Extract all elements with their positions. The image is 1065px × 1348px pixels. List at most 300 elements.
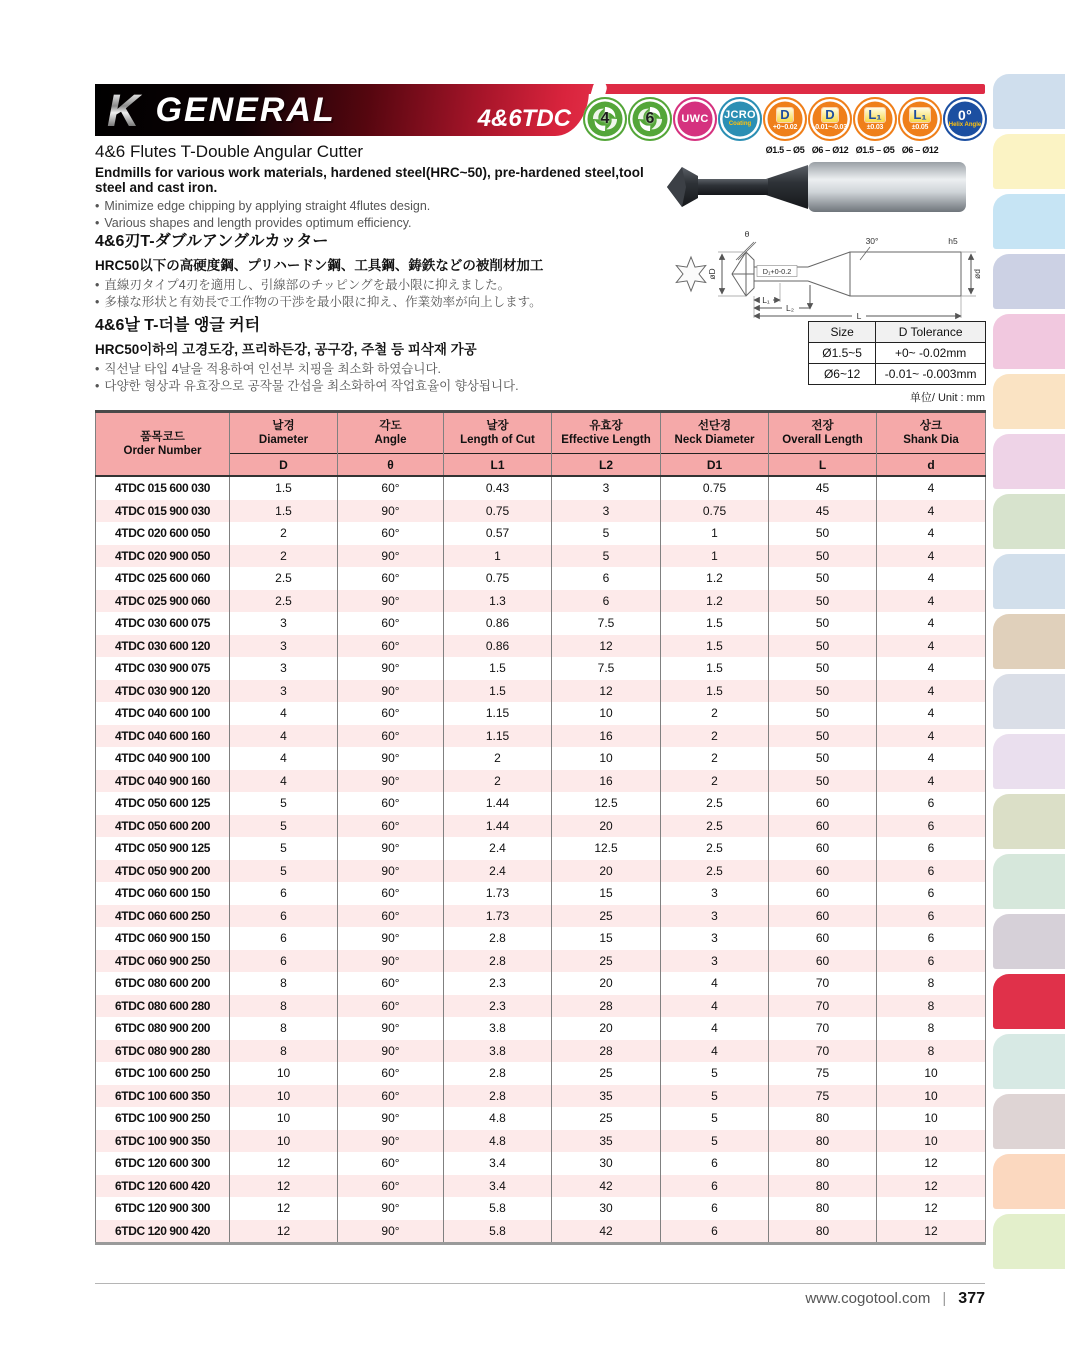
tool-diagram bbox=[658, 156, 988, 320]
value-cell: 1.2 bbox=[661, 590, 769, 613]
value-cell: 0.75 bbox=[444, 500, 552, 523]
size-tolerance-table bbox=[808, 321, 986, 385]
col-header-angle: 각도 Angle bbox=[338, 412, 444, 454]
product-title-en: 4&6 Flutes T-Double Angular Cutter bbox=[95, 142, 364, 161]
value-cell: 3 bbox=[661, 927, 769, 950]
value-cell: 3 bbox=[230, 680, 338, 703]
value-cell: 60° bbox=[338, 725, 444, 748]
value-cell: 4 bbox=[661, 972, 769, 995]
value-cell: 2.4 bbox=[444, 837, 552, 860]
value-cell: 6 bbox=[661, 1197, 769, 1220]
side-tab-17[interactable] bbox=[993, 1034, 1065, 1089]
value-cell: 10 bbox=[877, 1130, 986, 1153]
value-cell: 20 bbox=[552, 972, 661, 995]
value-cell: 60° bbox=[338, 702, 444, 725]
value-cell: 4 bbox=[877, 612, 986, 635]
value-cell: 0.86 bbox=[444, 635, 552, 658]
value-cell: 90° bbox=[338, 860, 444, 883]
value-cell: 25 bbox=[552, 950, 661, 973]
value-cell: 1.44 bbox=[444, 815, 552, 838]
value-cell: 1.5 bbox=[230, 500, 338, 523]
col-symbol-d1: D1 bbox=[661, 454, 769, 477]
order-number-cell: 4TDC 040 900 160 bbox=[96, 770, 230, 793]
value-cell: 4 bbox=[230, 702, 338, 725]
table-row bbox=[96, 657, 986, 680]
value-cell: 6 bbox=[552, 590, 661, 613]
value-cell: 1.73 bbox=[444, 882, 552, 905]
value-cell: 1.5 bbox=[230, 476, 338, 500]
value-cell: 4 bbox=[230, 770, 338, 793]
value-cell: 20 bbox=[552, 1017, 661, 1040]
order-number-cell: 6TDC 080 900 280 bbox=[96, 1040, 230, 1063]
value-cell: 10 bbox=[230, 1130, 338, 1153]
value-cell: 50 bbox=[769, 725, 877, 748]
value-cell: 60 bbox=[769, 950, 877, 973]
value-cell: 3 bbox=[230, 635, 338, 658]
dim-label-theta: θ bbox=[744, 229, 750, 239]
table-row bbox=[96, 792, 986, 815]
value-cell: 60° bbox=[338, 792, 444, 815]
order-number-cell: 6TDC 100 900 350 bbox=[96, 1130, 230, 1153]
unit-note: 单位/ Unit : mm bbox=[909, 392, 985, 404]
value-cell: 60° bbox=[338, 567, 444, 590]
value-cell: 2.8 bbox=[444, 950, 552, 973]
value-cell: 6 bbox=[230, 927, 338, 950]
value-cell: 50 bbox=[769, 702, 877, 725]
value-cell: 60° bbox=[338, 1152, 444, 1175]
value-cell: 12 bbox=[230, 1197, 338, 1220]
value-cell: 90° bbox=[338, 747, 444, 770]
badge-tolerance-L₁ bbox=[898, 97, 942, 155]
value-cell: 3.4 bbox=[444, 1175, 552, 1198]
side-tab-6[interactable] bbox=[993, 374, 1065, 429]
value-cell: 12.5 bbox=[552, 837, 661, 860]
value-cell: 20 bbox=[552, 860, 661, 883]
dim-label-l1: L₁ bbox=[762, 295, 770, 305]
order-number-cell: 6TDC 120 600 300 bbox=[96, 1152, 230, 1175]
value-cell: 60° bbox=[338, 1175, 444, 1198]
dim-label-neck: D₁+0-0.2 bbox=[762, 267, 792, 276]
value-cell: 2.8 bbox=[444, 1062, 552, 1085]
value-cell: 5 bbox=[230, 837, 338, 860]
value-cell: 50 bbox=[769, 747, 877, 770]
order-number-cell: 4TDC 060 600 150 bbox=[96, 882, 230, 905]
value-cell: 1 bbox=[661, 545, 769, 568]
table-row bbox=[96, 500, 986, 523]
col-header-order-number: 품목코드 Order Number bbox=[96, 412, 230, 477]
side-tab-11[interactable] bbox=[993, 674, 1065, 729]
value-cell: 15 bbox=[552, 882, 661, 905]
value-cell: 6 bbox=[661, 1152, 769, 1175]
value-cell: 4 bbox=[230, 747, 338, 770]
table-row bbox=[96, 972, 986, 995]
table-row bbox=[96, 770, 986, 793]
value-cell: 4 bbox=[661, 1040, 769, 1063]
side-tab-8[interactable] bbox=[993, 494, 1065, 549]
table-row bbox=[96, 545, 986, 568]
value-cell: 2 bbox=[661, 725, 769, 748]
value-cell: 2.3 bbox=[444, 972, 552, 995]
table-row bbox=[96, 995, 986, 1018]
value-cell: 75 bbox=[769, 1062, 877, 1085]
product-code: 4&6TDC bbox=[477, 105, 571, 132]
value-cell: 90° bbox=[338, 590, 444, 613]
value-cell: 16 bbox=[552, 725, 661, 748]
value-cell: 50 bbox=[769, 612, 877, 635]
table-row bbox=[96, 1130, 986, 1153]
value-cell: 8 bbox=[230, 972, 338, 995]
spec-table bbox=[95, 410, 986, 1245]
col-header-neck-diameter: 선단경 Neck Diameter bbox=[661, 412, 769, 454]
table-row bbox=[96, 1175, 986, 1198]
value-cell: 6 bbox=[230, 882, 338, 905]
value-cell: 7.5 bbox=[552, 657, 661, 680]
value-cell: 2.5 bbox=[661, 792, 769, 815]
order-number-cell: 6TDC 100 600 350 bbox=[96, 1085, 230, 1108]
order-number-cell: 4TDC 060 900 250 bbox=[96, 950, 230, 973]
tolerance-value: -0.01~ -0.003mm bbox=[876, 364, 986, 385]
value-cell: 7.5 bbox=[552, 612, 661, 635]
flute-count-icon: 6 bbox=[628, 97, 672, 141]
value-cell: 12 bbox=[552, 680, 661, 703]
value-cell: 5 bbox=[661, 1130, 769, 1153]
value-cell: 4 bbox=[877, 680, 986, 703]
order-number-cell: 4TDC 050 600 125 bbox=[96, 792, 230, 815]
value-cell: 5 bbox=[552, 522, 661, 545]
value-cell: 60 bbox=[769, 905, 877, 928]
order-number-cell: 4TDC 025 600 060 bbox=[96, 567, 230, 590]
table-row bbox=[96, 882, 986, 905]
table-row bbox=[96, 476, 986, 500]
value-cell: 10 bbox=[877, 1062, 986, 1085]
tolerance-icon: D -0.01~-0.03 bbox=[808, 97, 852, 141]
table-row bbox=[96, 1152, 986, 1175]
order-number-cell: 6TDC 080 900 200 bbox=[96, 1017, 230, 1040]
value-cell: 6 bbox=[230, 905, 338, 928]
order-number-cell: 4TDC 050 600 200 bbox=[96, 815, 230, 838]
value-cell: 2 bbox=[230, 522, 338, 545]
value-cell: 70 bbox=[769, 1040, 877, 1063]
product-title-jp: 4&6刃T-ダブルアングルカッター bbox=[95, 233, 329, 250]
value-cell: 90° bbox=[338, 500, 444, 523]
value-cell: 2.5 bbox=[661, 837, 769, 860]
table-row bbox=[96, 635, 986, 658]
description-korean bbox=[95, 312, 660, 395]
feature-bullet: • Various shapes and length provides optimum efficiency. bbox=[95, 215, 660, 232]
value-cell: 25 bbox=[552, 1107, 661, 1130]
value-cell: 2.8 bbox=[444, 1085, 552, 1108]
table-row bbox=[96, 567, 986, 590]
value-cell: 5.8 bbox=[444, 1220, 552, 1244]
tolerance-range-label: Ø6 – Ø12 bbox=[901, 145, 939, 155]
value-cell: 3 bbox=[552, 500, 661, 523]
order-number-cell: 6TDC 120 900 300 bbox=[96, 1197, 230, 1220]
order-number-cell: 4TDC 020 900 050 bbox=[96, 545, 230, 568]
dim-label-taper-angle: 30° bbox=[865, 236, 879, 246]
value-cell: 90° bbox=[338, 680, 444, 703]
series-banner bbox=[95, 84, 589, 136]
value-cell: 2.5 bbox=[230, 590, 338, 613]
value-cell: 80 bbox=[769, 1130, 877, 1153]
value-cell: 5 bbox=[230, 815, 338, 838]
value-cell: 45 bbox=[769, 500, 877, 523]
value-cell: 70 bbox=[769, 995, 877, 1018]
col-header-shank-dia: 상크 Shank Dia bbox=[877, 412, 986, 454]
description-japanese bbox=[95, 228, 660, 311]
col-symbol-l1: L1 bbox=[444, 454, 552, 477]
value-cell: 3 bbox=[230, 612, 338, 635]
dim-label-shank-dia: ød bbox=[972, 269, 982, 279]
value-cell: 90° bbox=[338, 837, 444, 860]
order-number-cell: 4TDC 020 600 050 bbox=[96, 522, 230, 545]
value-cell: 50 bbox=[769, 657, 877, 680]
value-cell: 8 bbox=[230, 995, 338, 1018]
tolerance-size: Ø1.5~5 bbox=[809, 343, 876, 364]
order-number-cell: 6TDC 080 600 200 bbox=[96, 972, 230, 995]
feature-bullet: • 직선날 타입 4날을 적용하여 인선부 치핑을 최소화 하였습니다. bbox=[95, 361, 660, 378]
value-cell: 1.5 bbox=[444, 680, 552, 703]
value-cell: 1.73 bbox=[444, 905, 552, 928]
value-cell: 2 bbox=[661, 770, 769, 793]
value-cell: 25 bbox=[552, 905, 661, 928]
col-symbol-d: D bbox=[230, 454, 338, 477]
series-title: GENERAL bbox=[155, 90, 336, 129]
value-cell: 1.5 bbox=[661, 657, 769, 680]
value-cell: 6 bbox=[877, 792, 986, 815]
value-cell: 8 bbox=[230, 1040, 338, 1063]
value-cell: 2 bbox=[444, 770, 552, 793]
value-cell: 80 bbox=[769, 1107, 877, 1130]
value-cell: 80 bbox=[769, 1197, 877, 1220]
value-cell: 60° bbox=[338, 1062, 444, 1085]
value-cell: 2.4 bbox=[444, 860, 552, 883]
side-tab-14[interactable] bbox=[993, 854, 1065, 909]
value-cell: 2 bbox=[444, 747, 552, 770]
value-cell: 2 bbox=[661, 747, 769, 770]
value-cell: 6 bbox=[230, 950, 338, 973]
side-tab-4[interactable] bbox=[993, 254, 1065, 309]
side-tab-1[interactable] bbox=[993, 74, 1065, 129]
badge-helix-0° bbox=[943, 97, 987, 155]
side-tab-18[interactable] bbox=[993, 1094, 1065, 1149]
value-cell: 50 bbox=[769, 567, 877, 590]
value-cell: 15 bbox=[552, 927, 661, 950]
value-cell: 12 bbox=[230, 1175, 338, 1198]
value-cell: 90° bbox=[338, 770, 444, 793]
order-number-cell: 4TDC 025 900 060 bbox=[96, 590, 230, 613]
value-cell: 50 bbox=[769, 635, 877, 658]
value-cell: 6 bbox=[877, 882, 986, 905]
value-cell: 1.5 bbox=[661, 612, 769, 635]
value-cell: 60 bbox=[769, 792, 877, 815]
tolerance-header-size: Size bbox=[809, 322, 876, 343]
value-cell: 50 bbox=[769, 545, 877, 568]
side-tab-7[interactable] bbox=[993, 434, 1065, 489]
order-number-cell: 4TDC 015 900 030 bbox=[96, 500, 230, 523]
value-cell: 90° bbox=[338, 1197, 444, 1220]
value-cell: 60° bbox=[338, 1085, 444, 1108]
value-cell: 90° bbox=[338, 950, 444, 973]
value-cell: 50 bbox=[769, 590, 877, 613]
value-cell: 6 bbox=[552, 567, 661, 590]
value-cell: 4 bbox=[661, 995, 769, 1018]
tolerance-value: +0~ -0.02mm bbox=[876, 343, 986, 364]
value-cell: 60 bbox=[769, 927, 877, 950]
badge-uwc-UWC bbox=[673, 97, 717, 155]
side-tab-20[interactable] bbox=[993, 1214, 1065, 1269]
table-row bbox=[96, 815, 986, 838]
value-cell: 8 bbox=[877, 972, 986, 995]
tolerance-range-label: Ø1.5 – Ø5 bbox=[765, 145, 805, 155]
side-tab-15[interactable] bbox=[993, 914, 1065, 969]
value-cell: 4 bbox=[877, 747, 986, 770]
feature-bullet: • 直線刃タイプ4刃を適用し、引線部のチッピングを最小限に抑えました。 bbox=[95, 277, 660, 294]
value-cell: 80 bbox=[769, 1220, 877, 1244]
value-cell: 10 bbox=[877, 1085, 986, 1108]
table-row bbox=[96, 860, 986, 883]
order-number-cell: 4TDC 030 900 075 bbox=[96, 657, 230, 680]
value-cell: 60° bbox=[338, 476, 444, 500]
order-number-cell: 4TDC 040 900 100 bbox=[96, 747, 230, 770]
value-cell: 4 bbox=[877, 476, 986, 500]
value-cell: 35 bbox=[552, 1130, 661, 1153]
badge-tolerance-D bbox=[808, 97, 852, 155]
value-cell: 10 bbox=[230, 1062, 338, 1085]
value-cell: 28 bbox=[552, 1040, 661, 1063]
value-cell: 5 bbox=[661, 1085, 769, 1108]
value-cell: 12 bbox=[877, 1152, 986, 1175]
table-row bbox=[96, 702, 986, 725]
value-cell: 6 bbox=[877, 837, 986, 860]
order-number-cell: 4TDC 030 600 120 bbox=[96, 635, 230, 658]
value-cell: 3 bbox=[661, 905, 769, 928]
value-cell: 30 bbox=[552, 1152, 661, 1175]
value-cell: 90° bbox=[338, 1107, 444, 1130]
tolerance-row bbox=[809, 343, 986, 364]
value-cell: 1.15 bbox=[444, 702, 552, 725]
order-number-cell: 4TDC 060 900 150 bbox=[96, 927, 230, 950]
value-cell: 0.43 bbox=[444, 476, 552, 500]
side-tab-19[interactable] bbox=[993, 1154, 1065, 1209]
value-cell: 60° bbox=[338, 995, 444, 1018]
tolerance-range-label: Ø1.5 – Ø5 bbox=[855, 145, 895, 155]
side-tab-active[interactable] bbox=[993, 974, 1065, 1029]
table-row bbox=[96, 1062, 986, 1085]
order-number-cell: 4TDC 030 900 120 bbox=[96, 680, 230, 703]
col-header-effective-length: 유효장 Effective Length bbox=[552, 412, 661, 454]
tolerance-icon: D +0~0.02 bbox=[763, 97, 807, 141]
value-cell: 2.5 bbox=[230, 567, 338, 590]
uwc-icon: UWC bbox=[673, 97, 717, 141]
table-row bbox=[96, 905, 986, 928]
value-cell: 4.8 bbox=[444, 1130, 552, 1153]
feature-bullet: • 多様な形状と有効長で工作物の干渉を最小限に抑え、作業効率が向上します。 bbox=[95, 294, 660, 311]
value-cell: 90° bbox=[338, 545, 444, 568]
side-tab-13[interactable] bbox=[993, 794, 1065, 849]
value-cell: 8 bbox=[877, 995, 986, 1018]
value-cell: 60° bbox=[338, 522, 444, 545]
value-cell: 75 bbox=[769, 1085, 877, 1108]
table-row bbox=[96, 927, 986, 950]
table-row bbox=[96, 837, 986, 860]
website-url: www.cogotool.com bbox=[805, 1290, 931, 1307]
order-number-cell: 4TDC 050 900 125 bbox=[96, 837, 230, 860]
side-tab-12[interactable] bbox=[993, 734, 1065, 789]
order-number-cell: 6TDC 120 600 420 bbox=[96, 1175, 230, 1198]
side-tab-2[interactable] bbox=[993, 134, 1065, 189]
side-tab-5[interactable] bbox=[993, 314, 1065, 369]
value-cell: 50 bbox=[769, 522, 877, 545]
table-row bbox=[96, 1085, 986, 1108]
side-tab-10[interactable] bbox=[993, 614, 1065, 669]
value-cell: 50 bbox=[769, 680, 877, 703]
value-cell: 10 bbox=[877, 1107, 986, 1130]
value-cell: 0.75 bbox=[661, 500, 769, 523]
value-cell: 16 bbox=[552, 770, 661, 793]
value-cell: 12 bbox=[877, 1175, 986, 1198]
value-cell: 80 bbox=[769, 1175, 877, 1198]
flute-count-icon: 4 bbox=[583, 97, 627, 141]
value-cell: 1.44 bbox=[444, 792, 552, 815]
value-cell: 2.5 bbox=[661, 860, 769, 883]
value-cell: 8 bbox=[230, 1017, 338, 1040]
value-cell: 70 bbox=[769, 972, 877, 995]
value-cell: 90° bbox=[338, 1220, 444, 1244]
col-symbol-theta: θ bbox=[338, 454, 444, 477]
value-cell: 1.5 bbox=[661, 680, 769, 703]
table-row bbox=[96, 590, 986, 613]
page-footer bbox=[95, 1283, 985, 1308]
col-symbol-l: L bbox=[769, 454, 877, 477]
side-tab-3[interactable] bbox=[993, 194, 1065, 249]
tolerance-range-label: Ø6 – Ø12 bbox=[811, 145, 849, 155]
badge-tolerance-D bbox=[763, 97, 807, 155]
value-cell: 12 bbox=[877, 1197, 986, 1220]
tool-photo bbox=[667, 162, 966, 212]
value-cell: 5.8 bbox=[444, 1197, 552, 1220]
col-symbol-d-small: d bbox=[877, 454, 986, 477]
value-cell: 2 bbox=[230, 545, 338, 568]
value-cell: 60° bbox=[338, 635, 444, 658]
description-english bbox=[95, 142, 660, 232]
value-cell: 1.2 bbox=[661, 567, 769, 590]
value-cell: 6 bbox=[877, 905, 986, 928]
table-row bbox=[96, 1017, 986, 1040]
value-cell: 8 bbox=[877, 1017, 986, 1040]
table-row bbox=[96, 950, 986, 973]
value-cell: 6 bbox=[877, 927, 986, 950]
col-symbol-l2: L2 bbox=[552, 454, 661, 477]
value-cell: 45 bbox=[769, 476, 877, 500]
order-number-cell: 6TDC 120 900 420 bbox=[96, 1220, 230, 1244]
table-row bbox=[96, 522, 986, 545]
value-cell: 10 bbox=[552, 702, 661, 725]
helix-angle-icon: 0° Helix Angle bbox=[943, 97, 987, 141]
value-cell: 3 bbox=[552, 476, 661, 500]
series-k-logo: K bbox=[107, 88, 144, 133]
value-cell: 1.15 bbox=[444, 725, 552, 748]
value-cell: 6 bbox=[661, 1175, 769, 1198]
side-tab-9[interactable] bbox=[993, 554, 1065, 609]
value-cell: 90° bbox=[338, 927, 444, 950]
value-cell: 3.8 bbox=[444, 1017, 552, 1040]
order-number-cell: 6TDC 100 600 250 bbox=[96, 1062, 230, 1085]
value-cell: 1 bbox=[444, 545, 552, 568]
value-cell: 2 bbox=[661, 702, 769, 725]
value-cell: 12 bbox=[552, 635, 661, 658]
value-cell: 60 bbox=[769, 860, 877, 883]
value-cell: 1.5 bbox=[444, 657, 552, 680]
